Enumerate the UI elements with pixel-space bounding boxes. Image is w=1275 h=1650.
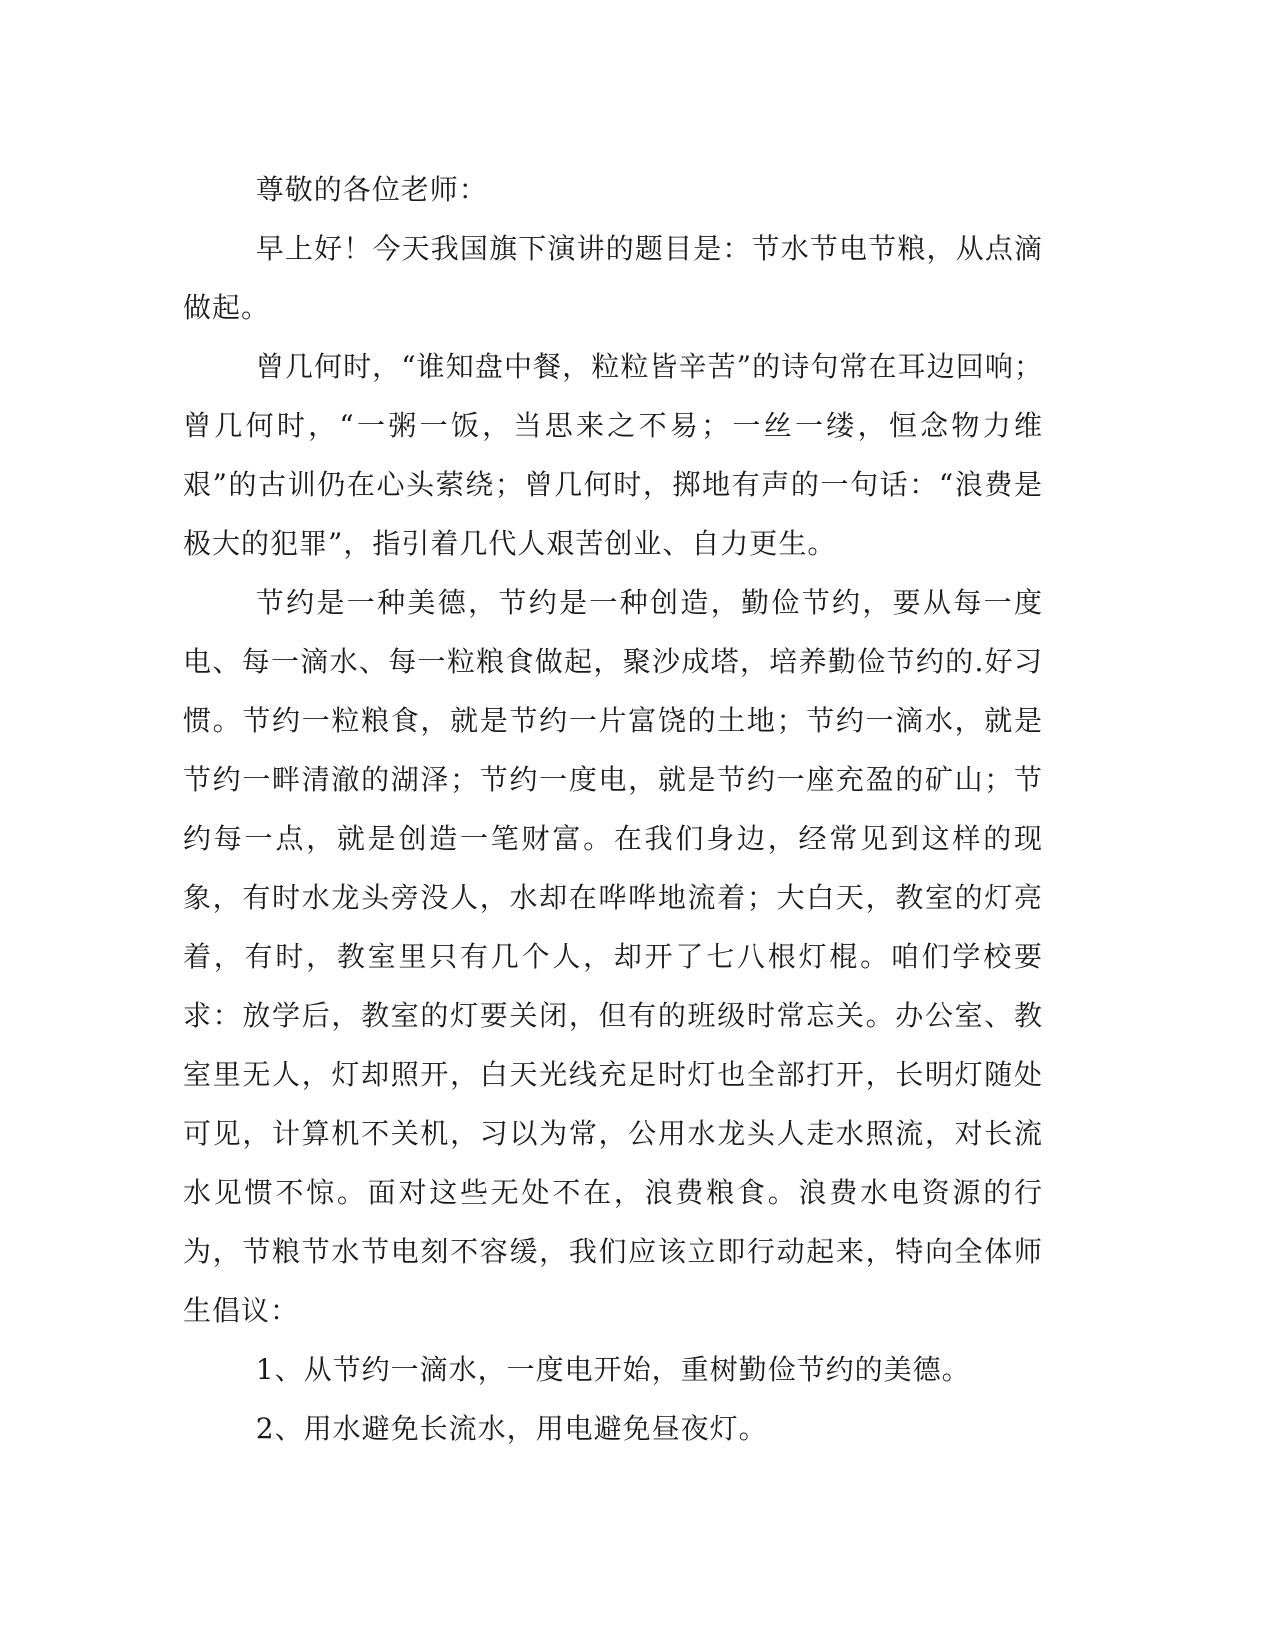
greeting: 尊敬的各位老师：	[255, 173, 488, 206]
paragraph-opening: 早上好！今天我国旗下演讲的题目是：节水节电节粮，从点滴做起。	[183, 232, 1043, 324]
paragraph-frugality: 节约是一种美德，节约是一种创造，勤俭节约，要从每一度电、每一滴水、每一粒粮食做起，聚沙成塔，培养勤俭节约的.好习惯。节约一粒粮食，就是节约一片富饶的土地；节约一滴水，就是节约一畔清澈的湖泽；节约一度电，就是节约一座充盈的矿山；节约每一点，就是创造一笔财富。在我们身边，经常见到这样的现象，有时水龙头旁没人，水却在哗哗地流着；大白天，教室的灯亮着，有时，教室里只有几个人，却开了七八根灯棍。咱们学校要求：放学后，教室的灯要关闭，但有的班级时常忘关。办公室、教室里无人，灯却照开，白天光线充足时灯也全部打开，长明灯随处可见，计算机不关机，习以为常，公用水龙头人走水照流，对长流水见惯不惊。面对这些无处不在，浪费粮食。浪费水电资源的行为，节粮节水节电刻不容缓，我们应该立即行动起来，特向全体师生倡议：	[183, 586, 1043, 1327]
paragraph-history: 曾几何时，“谁知盘中餐，粒粒皆辛苦”的诗句常在耳边回响；曾几何时，“一粥一饭，当思来之不易；一丝一缕，恒念物力维艰”的古训仍在心头萦绕；曾几何时，掷地有声的一句话：“浪费是极大的犯罪”，指引着几代人艰苦创业、自力更生。	[183, 350, 1043, 560]
list-item: 1、从节约一滴水，一度电开始，重树勤俭节约的美德。	[255, 1353, 971, 1386]
speech-body	[183, 160, 1043, 1458]
list-item: 2、用水避免长流水，用电避免昼夜灯。	[255, 1412, 768, 1445]
